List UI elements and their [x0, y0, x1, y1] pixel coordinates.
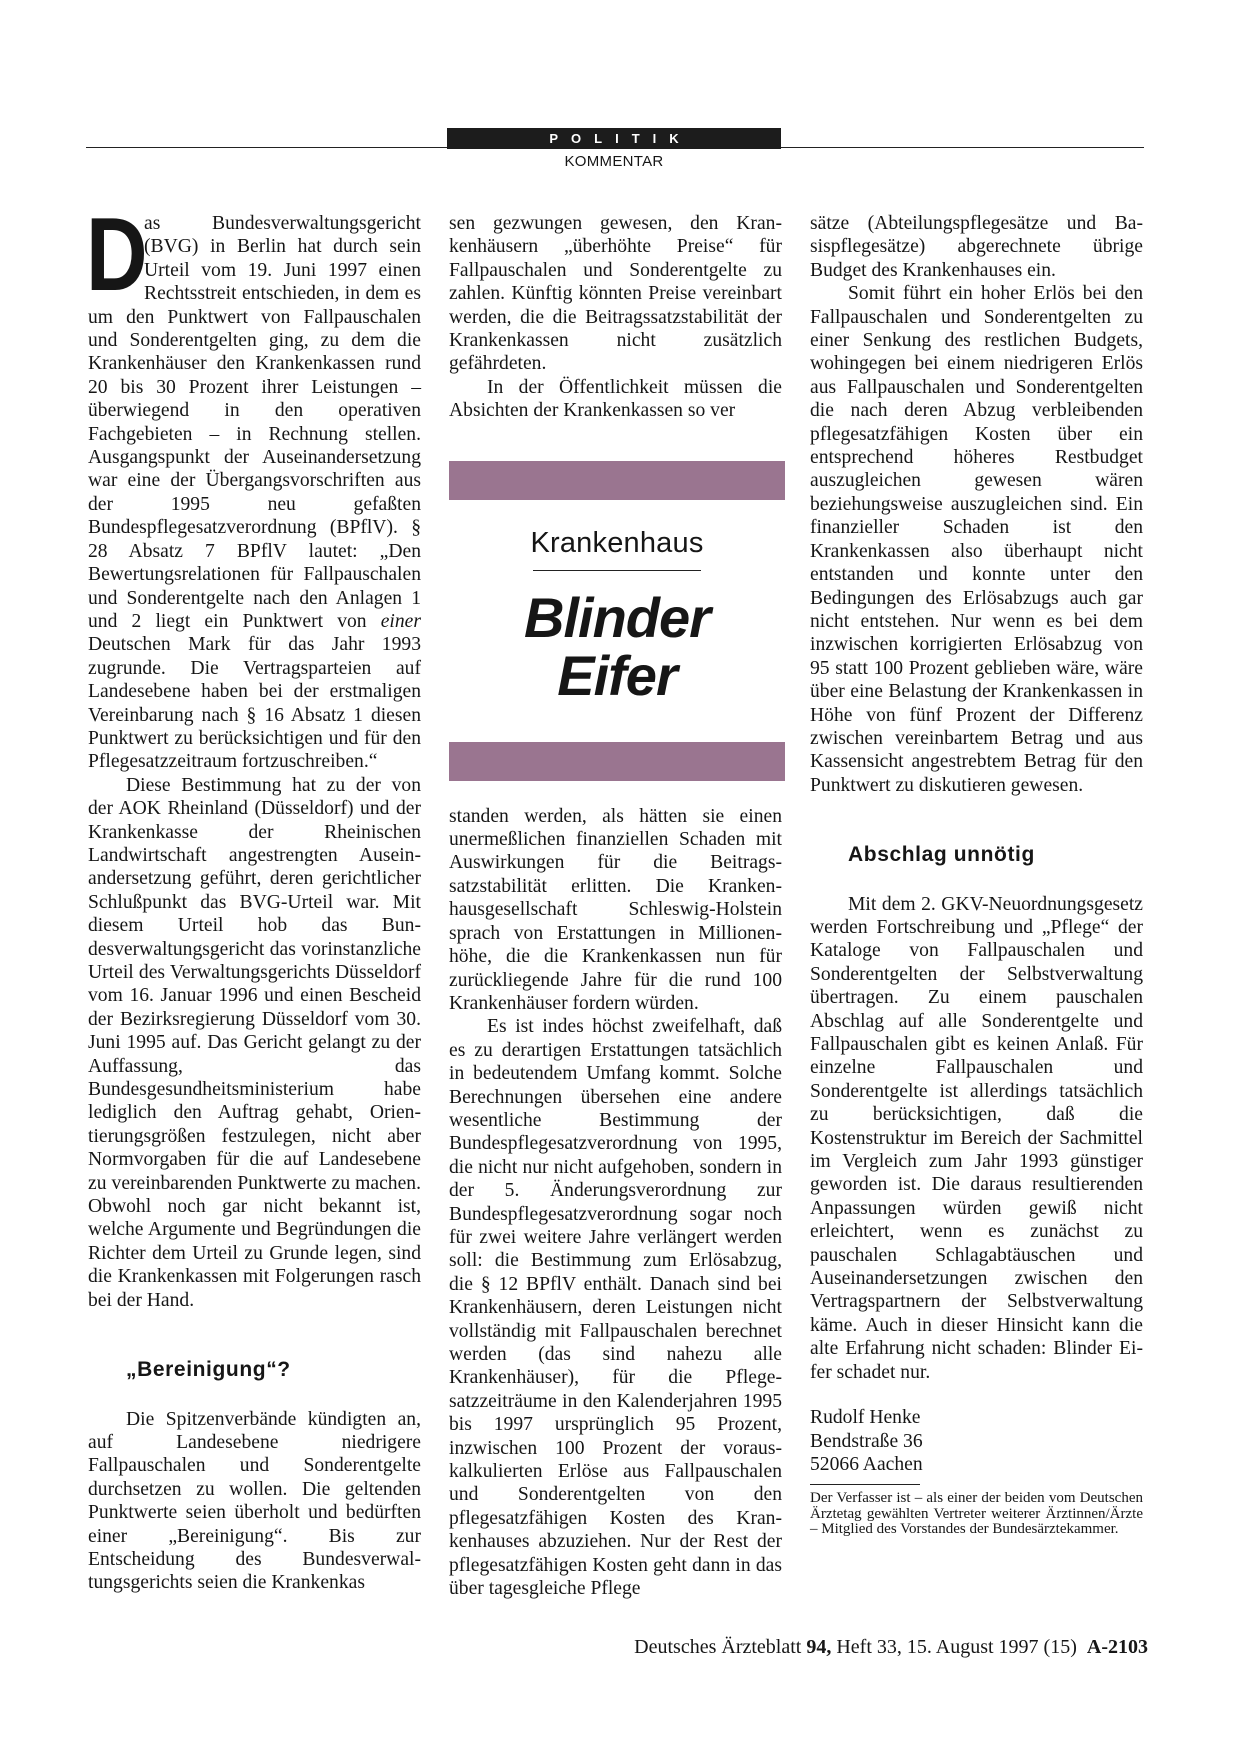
- emphasis: einer: [380, 610, 421, 632]
- section-label: POLITIK: [447, 128, 781, 149]
- paragraph: sen gezwungen gewesen, den Krankenhäusern „überhöhte Preise“ für Fallpauschalen und Sonderentgelte zu zahlen. Künftig könnten Preise vereinbart werden, die die Beitragssatzstabilität der Krankenkassen nicht zusätzlich gefährdeten.: [449, 213, 782, 375]
- page-number: A-2103: [1086, 1636, 1148, 1658]
- paragraph: Mit dem 2. GKV-Neuordnungsgesetz werden Fortschreibung und „Pflege“ der Kataloge von Fallpauschalen und Sonderentgelten der Selbstverwaltung übertragen. Zu einem pauschalen Abschlag auf alle Sonderentgelte und Fallpauschalen gibt es keinen Anlaß. Für einzelne Fallpauschalen und Sonderentgelte ist allerdings tatsächlich zu berücksichtigen, daß die Kostenstruktur im Bereich der Sachmittel im Vergleich zum Jahr 1993 günstiger geworden ist. Die daraus resultierenden Anpassungen würden gewiß nicht erleichtert, wenn es zunächst zu pauschalen Schlagabtäuschen und Auseinandersetzungen zwischen den Vertragspartnern der Selbstverwaltung käme. Auch in dieser Hinsicht kann die alte Erfahrung nicht schaden: Blinder Eifer schadet nur.: [810, 893, 1143, 1383]
- paragraph: sätze (Abteilungspflegesätze und Basispflegesätze) abgerechnete übrige Budget des Krankenhauses ein.: [810, 213, 1143, 281]
- subheading: Abschlag unnötig: [848, 843, 1035, 867]
- headline-line-2: Eifer: [557, 643, 677, 707]
- title-bar-bottom: [449, 742, 785, 781]
- subsection-label: KOMMENTAR: [564, 153, 664, 170]
- paragraph: Somit führt ein hoher Erlös bei den Fallpauschalen und Sonderentgelten zu einer Senkung des restlichen Budgets, wohingegen bei einem niedrigeren Erlös aus Fallpauschalen und Sonderentgelten die nach deren Abzug verbleibenden pflegesatzfähigen Kosten über ein entsprechend höheres Restbudget auszugleichen gewesen wären beziehungsweise auszugleichen sind. Ein finanzieller Schaden ist den Krankenkassen also überhaupt nicht entstanden und konnte unter den Bedingungen des Erlösabzugs auch gar nicht entstehen. Nur wenn es bei dem inzwischen korrigierten Erlösabzug von 95 statt 100 Prozent geblieben wäre, wäre über eine Belastung der Krankenkassen in Höhe von fünf Prozent der Differenz zwischen vereinbartem Betrag und aus Kassensicht angestrebtem Betrag für den Punktwert zu diskutieren gewesen.: [810, 283, 1143, 796]
- text-span: Deutschen Mark für das Jahr 1993 zugrunde. Die Vertragsparteien auf Landesebene haben bei der erstmaligen Vereinbarung nach § 16 Absatz 1 diesen Punktwert zu berücksichtigen und für den Pflegesatzzeitraum fortzuschreiben.“: [88, 634, 421, 773]
- paragraph: standen werden, als hätten sie einen unermeßlichen finanziellen Schaden mit Auswirkungen für die Beitragssatzstabilität erlitten. Die Krankenhausgesellschaft Schleswig-Holstein sprach von Erstattungen in Millionenhöhe, die die Krankenkassen nun für zurückliegende Jahre für die rund 100 Krankenhäuser fordern würden.: [449, 805, 782, 1014]
- drop-cap: D: [86, 197, 148, 313]
- article-headline: [449, 585, 785, 707]
- paragraph: Diese Bestimmung hat zu der von der AOK Rheinland (Düsseldorf) und der Krankenkasse der Rheinischen Landwirtschaft angestrengten Auseinandersetzung geführt, deren gerichtlicher Schlußpunkt das BVG-Urteil war. Mit diesem Urteil hob das Bundesverwaltungsgericht das vorinstanzliche Urteil des Verwaltungsgerichts Düsseldorf vom 16. Januar 1996 und einen Bescheid der Bezirksregierung Düsseldorf vom 30. Juni 1995 auf. Das Gericht gelangt zu der Auffassung, das Bundesgesundheitsministerium habe lediglich den Auftrag gehabt, Orientierungsgrößen festzulegen, nicht aber Normvorgaben für die auf Landesebene zu vereinbarenden Punktwerte zu machen. Obwohl noch gar nicht bekannt ist, welche Argumente und Begründungen die Richter dem Urteil zu Grunde legen, sind die Krankenkassen mit Folgerungen rasch bei der Hand.: [88, 774, 421, 1311]
- subheading: „Bereinigung“?: [126, 1358, 291, 1382]
- article-kicker: Krankenhaus: [530, 526, 704, 559]
- headline-line-1: Blinder: [524, 585, 710, 649]
- title-bar-top: [449, 461, 785, 500]
- author-name: Rudolf Henke: [810, 1407, 921, 1429]
- column-3: [810, 212, 1143, 1538]
- column-2: [449, 212, 782, 1600]
- journal-name: Deutsches Ärzteblatt: [634, 1636, 807, 1658]
- paragraph: Die Spitzenverbände kündigten an, auf Landesebene niedrigere Fallpauschalen und Sonderentgelte durchsetzen zu wollen. Die geltenden Punktwerte seien überholt und bedürften einer „Bereinigung“. Bis zur Entscheidung des Bundesverwaltungsgerichts seien die Krankenkas: [88, 1408, 421, 1594]
- author-street: Bendstraße 36: [810, 1430, 923, 1452]
- paragraph: [86, 197, 421, 774]
- author-note: Der Verfasser ist – als einer der beiden vom Deutschen Ärztetag gewählten Vertreter weiterer Ärztinnen/Ärzte – Mitglied des Vorstandes der Bundesärztekammer.: [810, 1490, 1143, 1538]
- paragraph: In der Öffentlichkeit müssen die Absichten der Krankenkassen so ver: [449, 376, 782, 422]
- column-1: [86, 197, 421, 1595]
- issue-info: Heft 33, 15. August 1997 (15): [831, 1636, 1077, 1658]
- kicker-rule: [533, 570, 701, 571]
- note-rule: [810, 1484, 920, 1485]
- journal-volume: 94,: [806, 1636, 832, 1658]
- author-signature: [810, 1406, 1143, 1476]
- title-box: [449, 461, 782, 781]
- author-city: 52066 Aachen: [810, 1453, 923, 1475]
- text-span: as Bundesverwaltungsgericht (BVG) in Berlin hat durch sein Urteil vom 19. Juni 1997 einen Rechtsstreit entschieden, in dem es um den Punktwert von Fallpauschalen und Sonderentgelten ging, zu dem die Krankenhäuser den Krankenkassen rund 20 bis 30 Prozent ihrer Leistungen – überwiegend in den operativen Fachgebieten – in Rechnung stellen. Ausgangspunkt der Auseinandersetzung war eine der Übergangsvorschriften aus der 1995 neu gefaßten Bundespflegesatzverordnung (BPflV). § 28 Absatz 7 BPflV lautet: „Den Bewertungsrelationen für Fallpauschalen und Sonderentgelte nach den Anlagen 1 und 2 liegt ein Punktwert von: [88, 213, 421, 632]
- page-footer: [620, 1636, 1148, 1659]
- paragraph: Es ist indes höchst zweifelhaft, daß es zu derartigen Erstattungen tatsächlich in bedeutendem Umfang kommt. Solche Berechnungen übersehen eine andere wesentliche Bestimmung der Bundespflegesatzverordnung von 1995, die nicht nur nicht aufgehoben, sondern in der 5. Änderungsverordnung zur Bundespflegesatzverordnung sogar noch für zwei weitere Jahre verlängert werden soll: die Bestimmung zum Erlösabzug, die § 12 BPflV enthält. Danach sind bei Krankenhäusern, deren Leistungen nicht vollständig mit Fallpauschalen berechnet werden (das sind nahezu alle Krankenhäuser), für die Pflegesatzzeiträume in den Kalenderjahren 1995 bis 1997 ursprünglich 95 Prozent, inzwischen 100 Prozent der vorauskalkulierten Erlöse aus Fallpauschalen und Sonderentgelten von den pflegesatzfähigen Kosten des Krankenhauses abzuziehen. Nur der Rest der pflegesatzfähigen Kosten geht dann in das über tagesgleiche Pflege: [449, 1016, 782, 1600]
